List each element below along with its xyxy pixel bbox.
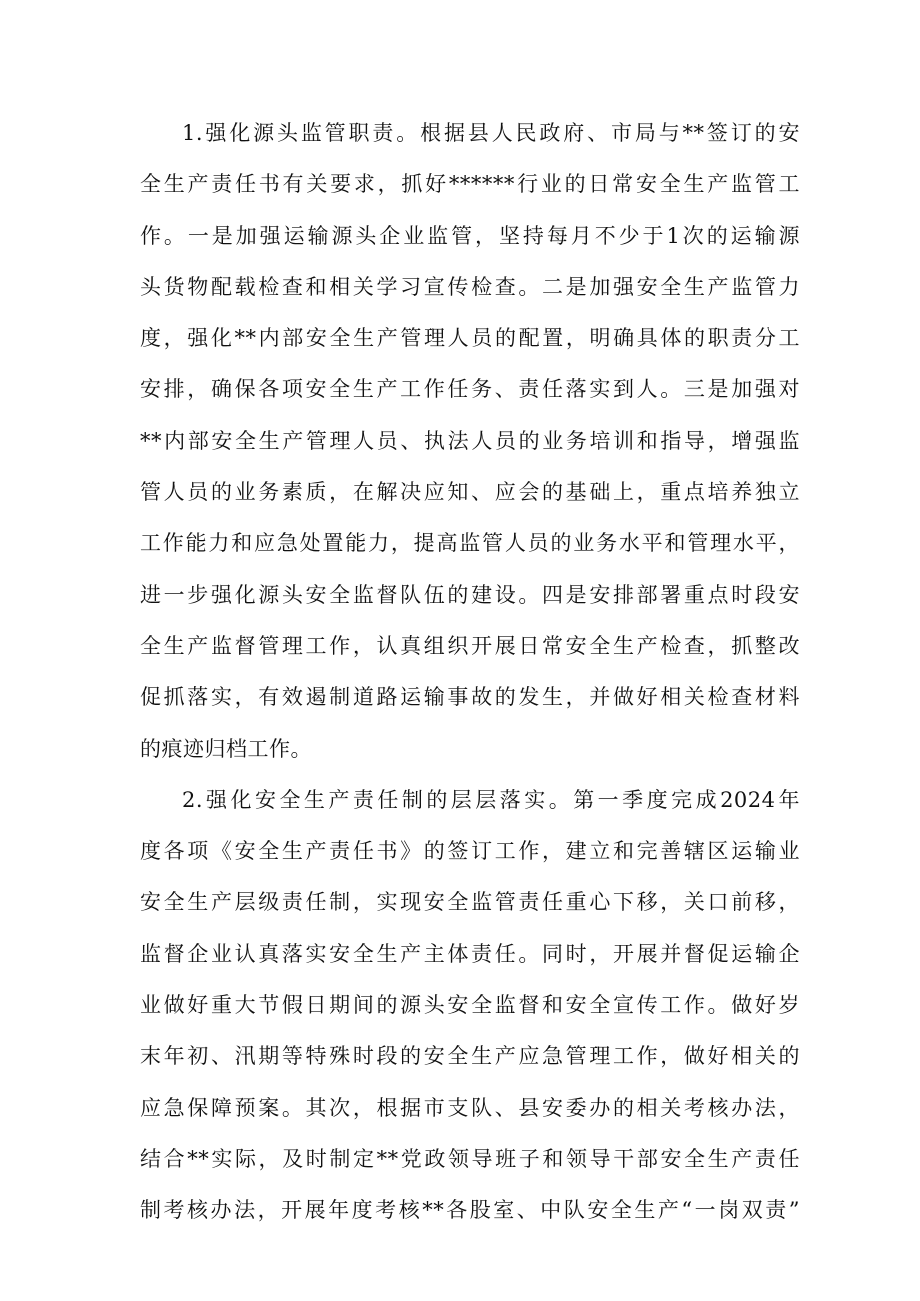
text-line: 全生产监督管理工作，认真组织开展日常安全生产检查，抓整改: [140, 633, 800, 658]
document-body: [140, 108, 800, 1237]
text-line: 头货物配载检查和相关学习宣传检查。二是加强安全生产监管力: [140, 274, 800, 299]
text-line: 的痕迹归档工作。: [140, 736, 312, 761]
paragraph-responsibility-system: [140, 775, 800, 1237]
text-line: 监督企业认真落实安全生产主体责任。同时，开展并督促运输企: [140, 941, 800, 966]
text-line: 全生产责任书有关要求，抓好******行业的日常安全生产监管工: [140, 172, 800, 197]
text-line: 度各项《安全生产责任书》的签订工作，建立和完善辖区运输业: [140, 839, 800, 864]
text-line: 促抓落实，有效遏制道路运输事故的发生，并做好相关检查材料: [140, 685, 800, 710]
text-line: 1.强化源头监管职责。根据县人民政府、市局与**签订的安: [182, 121, 800, 145]
text-line: 业做好重大节假日期间的源头安全监督和安全宣传工作。做好岁: [140, 993, 800, 1018]
text-line: 安全生产层级责任制，实现安全监管责任重心下移，关口前移，: [140, 890, 800, 915]
text-line: 结合**实际，及时制定**党政领导班子和领导干部安全生产责任: [140, 1146, 800, 1171]
text-line: 末年初、汛期等特殊时段的安全生产应急管理工作，做好相关的: [140, 1044, 800, 1069]
paragraph-source-supervision: [140, 108, 800, 775]
text-line: 进一步强化源头安全监督队伍的建设。四是安排部署重点时段安: [140, 582, 800, 607]
text-line: 安排，确保各项安全生产工作任务、责任落实到人。三是加强对: [140, 377, 800, 402]
text-line: 2.强化安全生产责任制的层层落实。第一季度完成2024年: [182, 787, 800, 812]
text-line: **内部安全生产管理人员、执法人员的业务培训和指导，增强监: [140, 428, 800, 453]
text-line: 应急保障预案。其次，根据市支队、县安委办的相关考核办法，: [140, 1095, 800, 1120]
text-line: 管人员的业务素质，在解决应知、应会的基础上，重点培养独立: [140, 480, 800, 505]
text-line: 制考核办法，开展年度考核**各股室、中队安全生产“一岗双责”: [140, 1198, 800, 1223]
text-line: 作。一是加强运输源头企业监管，坚持每月不少于1次的运输源: [140, 223, 800, 248]
text-line: 度，强化**内部安全生产管理人员的配置，明确具体的职责分工: [140, 326, 800, 351]
text-line: 工作能力和应急处置能力，提高监管人员的业务水平和管理水平，: [140, 531, 800, 556]
